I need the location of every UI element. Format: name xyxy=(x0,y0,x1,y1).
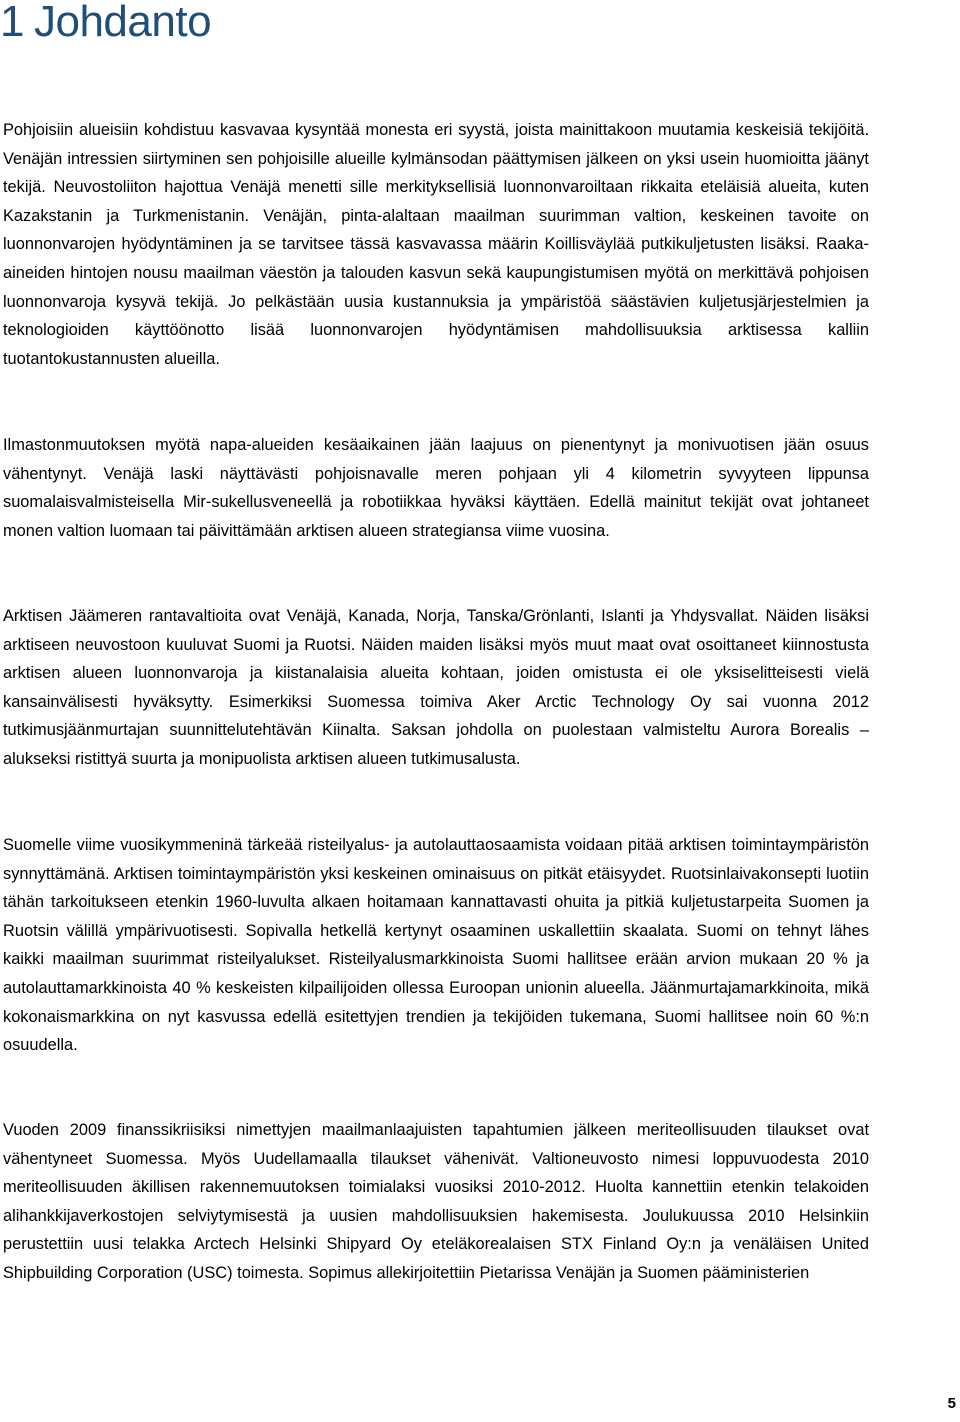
paragraph: Pohjoisiin alueisiin kohdistuu kasvavaa kysyntää monesta eri syystä, joista mainittakoon muutamia keskeisiä tekijöitä. Venäjän intressien siirtyminen sen pohjoisille alueille kylmänsodan päättymisen jälkeen on yksi usein huomioitta jäänyt tekijä. Neuvostoliiton hajottua Venäjä menetti sille merkityksellisiä luonnonvaroiltaan rikkaita eteläisiä alueita, kuten Kazakstanin ja Turkmenistanin. Venäjän, pinta-alaltaan maailman suurimman valtion, keskeinen tavoite on luonnonvarojen hyödyntäminen ja se tarvitsee tässä kasvavassa määrin Koillisväylää putkikuljetusten lisäksi. Raaka-aineiden hintojen nousu maailman väestön ja talouden kasvun sekä kaupungistumisen myötä on merkittävä pohjoisen luonnonvaroja kysyvä tekijä. Jo pelkästään uusia kustannuksia ja ympäristöä säästävien kuljetusjärjestelmien ja teknologioiden käyttöönotto lisää luonnonvarojen hyödyntämisen mahdollisuuksia arktisessa kalliin tuotantokustannusten alueilla. xyxy=(3,121,869,368)
paragraph: Vuoden 2009 finanssikriisiksi nimettyjen maailmanlaajuisten tapahtumien jälkeen meriteollisuuden tilaukset ovat vähentyneet Suomessa. Myös Uudellamaalla tilaukset vähenivät. Valtioneuvosto nimesi loppuvuodesta 2010 meriteollisuuden äkillisen rakennemuutoksen toimialaksi vuosiksi 2010-2012. Huolta kannettiin etenkin telakoiden alihankkijaverkostojen selviytymisestä ja uusien mahdollisuuksien hakemisesta. Joulukuussa 2010 Helsinkiin perustettiin uusi telakka Arctech Helsinki Shipyard Oy eteläkorealaisen STX Finland Oy:n ja venäläisen United Shipbuilding Corporation (USC) toimesta. Sopimus allekirjoitettiin Pietarissa Venäjän ja Suomen pääministerien xyxy=(3,1121,869,1282)
paragraph: Arktisen Jäämeren rantavaltioita ovat Venäjä, Kanada, Norja, Tanska/Grönlanti, Islanti ja Yhdysvallat. Näiden lisäksi arktiseen neuvostoon kuuluvat Suomi ja Ruotsi. Näiden maiden lisäksi myös muut maat ovat osoittaneet kiinnostusta arktisen alueen luonnonvaroja ja kiistanalaisia alueita kohtaan, joiden omistusta ei ole yksiselitteisesti vielä kansainvälisesti hyväksytty. Esimerkiksi Suomessa toimiva Aker Arctic Technology Oy sai vuonna 2012 tutkimusjäänmurtajan suunnittelutehtävän Kiinalta. Saksan johdolla on puolestaan valmisteltu Aurora Borealis –alukseksi ristittyä suurta ja monipuolista arktisen alueen tutkimusalusta. xyxy=(3,607,869,768)
paragraph: Suomelle viime vuosikymmeninä tärkeää risteilyalus- ja autolauttaosaamista voidaan pitää arktisen toimintaympäristön synnyttämänä. Arktisen toimintaympäristön yksi keskeinen ominaisuus on pitkät etäisyydet. Ruotsinlaivakonsepti luotiin tähän tarkoitukseen etenkin 1960-luvulta alkaen hoitamaan kannattavasti ohuita ja pitkiä kuljetustarpeita Suomen ja Ruotsin välillä ympärivuotisesti. Sopivalla hetkellä kertynyt osaaminen uskallettiin skaalata. Suomi on tehnyt lähes kaikki maailman suurimmat risteilyalukset. Risteilyalusmarkkinoista Suomi hallitsee erään arvion mukaan 20 % ja autolauttamarkkinoista 40 % keskeisten kilpailijoiden ollessa Euroopan unionin alueella. Jäänmurtajamarkkinoita, mikä kokonaismarkkina on nyt kasvussa edellä esitettyjen trendien ja tekijöiden tukemana, Suomi hallitsee noin 60 %:n osuudella. xyxy=(3,836,869,1055)
chapter-heading xyxy=(0,0,211,52)
chapter-title: Johdanto xyxy=(33,0,212,46)
chapter-number: 1 xyxy=(0,0,24,46)
page-number: 5 xyxy=(947,1395,956,1412)
paragraph: Ilmastonmuutoksen myötä napa-alueiden kesäaikainen jään laajuus on pienentynyt ja monivuotisen jään osuus vähentynyt. Venäjä laski näyttävästi pohjoisnavalle meren pohjaan yli 4 kilometrin syvyyteen lippunsa suomalaisvalmisteisella Mir-sukellusveneellä ja robotiikkaa hyväksi käyttäen. Edellä mainitut tekijät ovat johtaneet monen valtion luomaan tai päivittämään arktisen alueen strategiansa viime vuosina. xyxy=(3,436,869,540)
